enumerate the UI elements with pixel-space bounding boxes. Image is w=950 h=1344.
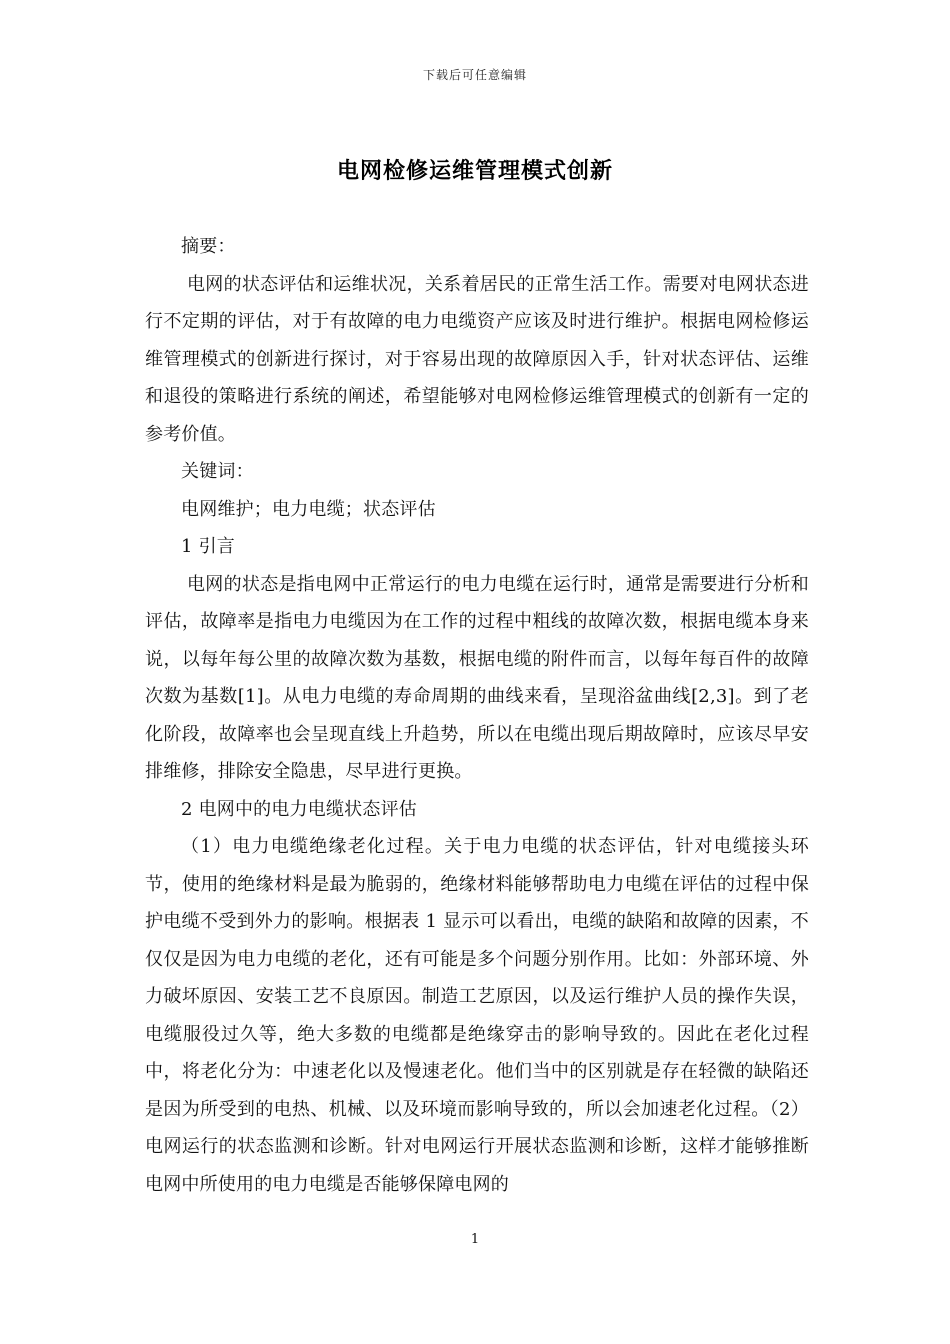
abstract-paragraph: 电网的状态评估和运维状况，关系着居民的正常生活工作。需要对电网状态进行不定期的评估，对于有故障的电力电缆资产应该及时进行维护。根据电网检修运维管理模式的创新进行探讨，对于容易出现的故障原因入手，针对状态评估、运维和退役的策略进行系统的阐述，希望能够对电网检修运维管理模式的创新有一定的参考价值。 bbox=[145, 273, 809, 445]
document-title: 电网检修运维管理模式创新 bbox=[336, 159, 613, 184]
abstract-label: 摘要： bbox=[181, 236, 236, 257]
header-note: 下载后可任意编辑 bbox=[422, 68, 527, 82]
document-body bbox=[145, 228, 809, 1203]
section-1-paragraph: 电网的状态是指电网中正常运行的电力电缆在运行时，通常是需要进行分析和评估，故障率是指电力电缆因为在工作的过程中粗线的故障次数，根据电缆本身来说，以每年每公里的故障次数为基数，根据电缆的附件而言，以每年每百件的故障次数为基数[1]。从电力电缆的寿命周期的曲线来看，呈现浴盆曲线[2,3]。到了老化阶段，故障率也会呈现直线上升趋势，所以在电缆出现后期故障时，应该尽早安排维修，排除安全隐患，尽早进行更换。 bbox=[145, 573, 809, 782]
keywords-paragraph: 电网维护；电力电缆；状态评估 bbox=[181, 498, 436, 520]
page-number: 1 bbox=[470, 1232, 480, 1247]
keywords-label: 关键词： bbox=[181, 461, 254, 482]
section-2-paragraph: （1）电力电缆绝缘老化过程。关于电力电缆的状态评估，针对电缆接头环节，使用的绝缘材料是最为脆弱的，绝缘材料能够帮助电力电缆在评估的过程中保护电缆不受到外力的影响。根据表 1 显示可以看出，电缆的缺陷和故障的因素，不仅仅是因为电力电缆的老化，还有可能是多个问题分别作用。比如：外部环境、外力破坏原因、安装工艺不良原因。制造工艺原因，以及运行维护人员的操作失误，电缆服役过久等，绝大多数的电缆都是绝缘穿击的影响导致的。因此在老化过程中，将老化分为：中速老化以及慢速老化。他们当中的区别就是存在轻微的缺陷还是因为所受到的电热、机械、以及环境而影响导致的，所以会加速老化过程。（2）电网运行的状态监测和诊断。针对电网运行开展状态监测和诊断，这样才能够推断电网中所使用的电力电缆是否能够保障电网的 bbox=[145, 836, 809, 1195]
section-1-heading: 1 引言 bbox=[181, 536, 235, 557]
section-2-heading: 2 电网中的电力电缆状态评估 bbox=[181, 798, 417, 820]
